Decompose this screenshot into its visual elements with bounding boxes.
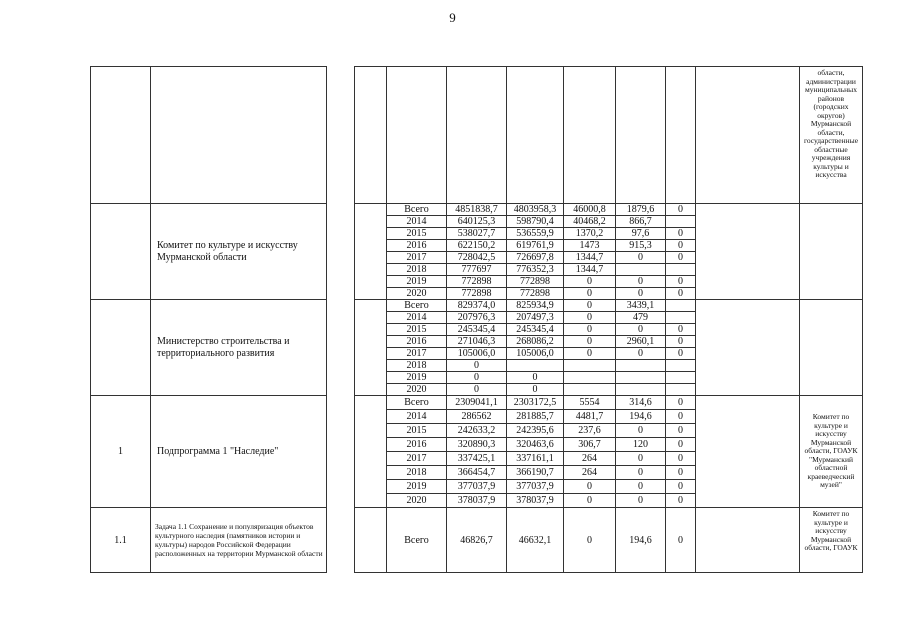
- cell-rb: 242395,6: [507, 424, 564, 438]
- cell-fb: 0: [564, 336, 616, 348]
- block-executors: Комитет по культуре и искусству Мурманской области, ГОАУК "Мурманский областной краеведческий музей": [800, 396, 863, 508]
- budget-table: [90, 66, 863, 573]
- cell-year: 2019: [387, 276, 447, 288]
- block-executors: [800, 204, 863, 300]
- cell-mb: [616, 264, 666, 276]
- block-executors: [800, 300, 863, 396]
- cell-fb: [564, 372, 616, 384]
- cell-rb: 776352,3: [507, 264, 564, 276]
- cell-rb: 105006,0: [507, 348, 564, 360]
- cell-year: 2014: [387, 312, 447, 324]
- cell-total: 0: [447, 372, 507, 384]
- cell-gap: [327, 67, 355, 204]
- cell-fb: 306,7: [564, 438, 616, 452]
- cell-total: 640125,3: [447, 216, 507, 228]
- cell-mb: 3439,1: [616, 300, 666, 312]
- block-empty: [696, 204, 800, 300]
- cell-year: 2014: [387, 410, 447, 424]
- cell-name: [151, 67, 327, 204]
- cell-rb: 619761,9: [507, 240, 564, 252]
- cell-fb: 0: [564, 300, 616, 312]
- cell-fb: [564, 67, 616, 204]
- cell-vb: 0: [666, 396, 696, 410]
- cell-rb: [507, 360, 564, 372]
- cell-fb: 0: [564, 348, 616, 360]
- task-name: Задача 1.1 Сохранение и популяризация объектов культурного наследия (памятников истории и культуры) народов Российской Федерации расположенных на территории Мурманской области: [151, 508, 327, 573]
- cell-fb: 1473: [564, 240, 616, 252]
- cell-year: 2017: [387, 348, 447, 360]
- cell-rb: 2303172,5: [507, 396, 564, 410]
- cell-fb: 0: [564, 324, 616, 336]
- cell-fb: 1344,7: [564, 252, 616, 264]
- cell-total: 207976,3: [447, 312, 507, 324]
- cell-vb: 0: [666, 252, 696, 264]
- task-fb: 0: [564, 508, 616, 573]
- cell-year: 2018: [387, 466, 447, 480]
- table-row: [91, 300, 863, 312]
- cell-executors: области, администрации муниципальных районов (городских округов) Мурманской области, государственные областные учреждения культуры и искусства: [800, 67, 863, 204]
- cell-rb: [507, 67, 564, 204]
- cell-rb: 598790,4: [507, 216, 564, 228]
- cell-rb: 0: [507, 372, 564, 384]
- cell-fb: 0: [564, 480, 616, 494]
- header-continuation-row: [91, 67, 863, 204]
- task-blank: [355, 508, 387, 573]
- page-number: 9: [449, 10, 456, 25]
- block-name: Комитет по культуре и искусству Мурманской области: [151, 204, 327, 300]
- block-gap: [327, 396, 355, 508]
- cell-year: 2016: [387, 438, 447, 452]
- cell-total: 245345,4: [447, 324, 507, 336]
- cell-mb: 0: [616, 276, 666, 288]
- cell-rb: 337161,1: [507, 452, 564, 466]
- cell-total: 2309041,1: [447, 396, 507, 410]
- cell-mb: 97,6: [616, 228, 666, 240]
- cell-mb: 0: [616, 452, 666, 466]
- cell-total: 271046,3: [447, 336, 507, 348]
- table-row: [91, 204, 863, 216]
- cell-vb: 0: [666, 288, 696, 300]
- cell-mb: 194,6: [616, 410, 666, 424]
- cell-vb: 0: [666, 410, 696, 424]
- cell-rb: 772898: [507, 288, 564, 300]
- cell-year: 2020: [387, 384, 447, 396]
- cell-year: Всего: [387, 396, 447, 410]
- block-blank: [355, 300, 387, 396]
- cell-mb: 0: [616, 466, 666, 480]
- cell-total: 622150,2: [447, 240, 507, 252]
- cell-total: 0: [447, 384, 507, 396]
- cell-mb: 120: [616, 438, 666, 452]
- block-index: 1: [91, 396, 151, 508]
- cell-mb: 0: [616, 494, 666, 508]
- cell-fb: 0: [564, 288, 616, 300]
- cell-rb: 281885,7: [507, 410, 564, 424]
- block-blank: [355, 396, 387, 508]
- cell-total: 366454,7: [447, 466, 507, 480]
- cell-vb: 0: [666, 276, 696, 288]
- task-total: 46826,7: [447, 508, 507, 573]
- cell-fb: 1344,7: [564, 264, 616, 276]
- cell-vb: 0: [666, 494, 696, 508]
- cell-total: 105006,0: [447, 348, 507, 360]
- cell-total: 728042,5: [447, 252, 507, 264]
- cell-fb: 40468,2: [564, 216, 616, 228]
- cell-total: 538027,7: [447, 228, 507, 240]
- cell-vb: 0: [666, 348, 696, 360]
- cell-rb: 377037,9: [507, 480, 564, 494]
- cell-mb: 915,3: [616, 240, 666, 252]
- task-vb: 0: [666, 508, 696, 573]
- cell-vb: 0: [666, 204, 696, 216]
- cell-vb: 0: [666, 466, 696, 480]
- cell-fb: 0: [564, 494, 616, 508]
- cell-year: 2015: [387, 424, 447, 438]
- cell-mb: [616, 67, 666, 204]
- cell-mb: [616, 372, 666, 384]
- cell-year: 2015: [387, 324, 447, 336]
- cell-rb: 726697,8: [507, 252, 564, 264]
- cell-year: 2016: [387, 336, 447, 348]
- cell-fb: 1370,2: [564, 228, 616, 240]
- cell-year: 2016: [387, 240, 447, 252]
- cell-rb: 268086,2: [507, 336, 564, 348]
- cell-rb: 207497,3: [507, 312, 564, 324]
- table-row: [91, 396, 863, 410]
- cell-mb: 0: [616, 252, 666, 264]
- block-gap: [327, 300, 355, 396]
- cell-fb: 4481,7: [564, 410, 616, 424]
- cell-year: 2020: [387, 288, 447, 300]
- cell-vb: 0: [666, 336, 696, 348]
- cell-rb: 245345,4: [507, 324, 564, 336]
- cell-mb: 0: [616, 324, 666, 336]
- cell-vb: [666, 360, 696, 372]
- cell-year: 2014: [387, 216, 447, 228]
- cell-year: 2019: [387, 480, 447, 494]
- cell-vb: 0: [666, 480, 696, 494]
- cell-fb: 264: [564, 452, 616, 466]
- cell-rb: 536559,9: [507, 228, 564, 240]
- cell-rb: 0: [507, 384, 564, 396]
- cell-total: 829374,0: [447, 300, 507, 312]
- cell-vb: [666, 372, 696, 384]
- cell-rb: 366190,7: [507, 466, 564, 480]
- cell-year: 2020: [387, 494, 447, 508]
- cell-year: 2017: [387, 452, 447, 466]
- cell-mb: 479: [616, 312, 666, 324]
- cell-empty: [696, 67, 800, 204]
- cell-year: 2019: [387, 372, 447, 384]
- cell-mb: 0: [616, 348, 666, 360]
- task-rb: 46632,1: [507, 508, 564, 573]
- cell-total: 377037,9: [447, 480, 507, 494]
- cell-fb: 0: [564, 312, 616, 324]
- block-gap: [327, 204, 355, 300]
- cell-mb: 0: [616, 480, 666, 494]
- cell-total: 4851838,7: [447, 204, 507, 216]
- cell-fb: 46000,8: [564, 204, 616, 216]
- cell-vb: [666, 264, 696, 276]
- block-name: Подпрограмма 1 "Наследие": [151, 396, 327, 508]
- cell-total: 286562: [447, 410, 507, 424]
- cell-fb: [564, 384, 616, 396]
- cell-year: 2017: [387, 252, 447, 264]
- cell-rb: 772898: [507, 276, 564, 288]
- cell-vb: 0: [666, 240, 696, 252]
- cell-mb: 0: [616, 288, 666, 300]
- cell-vb: [666, 67, 696, 204]
- cell-vb: 0: [666, 228, 696, 240]
- cell-total: 242633,2: [447, 424, 507, 438]
- cell-rb: 4803958,3: [507, 204, 564, 216]
- task-row: [91, 508, 863, 573]
- cell-mb: 0: [616, 424, 666, 438]
- cell-total: 337425,1: [447, 452, 507, 466]
- cell-fb: 0: [564, 276, 616, 288]
- cell-vb: [666, 312, 696, 324]
- cell-fb: 264: [564, 466, 616, 480]
- cell-rb: 320463,6: [507, 438, 564, 452]
- cell-total: 0: [447, 360, 507, 372]
- cell-fb: 5554: [564, 396, 616, 410]
- cell-vb: [666, 384, 696, 396]
- cell-total: 777697: [447, 264, 507, 276]
- block-empty: [696, 396, 800, 508]
- cell-vb: [666, 300, 696, 312]
- cell-year: 2018: [387, 360, 447, 372]
- cell-total: [447, 67, 507, 204]
- cell-year: Всего: [387, 204, 447, 216]
- cell-mb: 1879,6: [616, 204, 666, 216]
- block-index: [91, 204, 151, 300]
- cell-mb: 866,7: [616, 216, 666, 228]
- task-year: Всего: [387, 508, 447, 573]
- cell-vb: [666, 216, 696, 228]
- block-name: Министерство строительства и территориального развития: [151, 300, 327, 396]
- cell-rb: 378037,9: [507, 494, 564, 508]
- cell-mb: [616, 360, 666, 372]
- cell-blank: [355, 67, 387, 204]
- cell-total: 378037,9: [447, 494, 507, 508]
- block-empty: [696, 300, 800, 396]
- task-empty: [696, 508, 800, 573]
- cell-year: 2018: [387, 264, 447, 276]
- cell-total: 772898: [447, 276, 507, 288]
- cell-total: 772898: [447, 288, 507, 300]
- cell-fb: [564, 360, 616, 372]
- task-mb: 194,6: [616, 508, 666, 573]
- cell-fb: 237,6: [564, 424, 616, 438]
- cell-total: 320890,3: [447, 438, 507, 452]
- cell-mb: [616, 384, 666, 396]
- task-gap: [327, 508, 355, 573]
- cell-vb: 0: [666, 424, 696, 438]
- block-index: [91, 300, 151, 396]
- cell-rb: 825934,9: [507, 300, 564, 312]
- cell-year: [387, 67, 447, 204]
- task-executors: Комитет по культуре и искусству Мурманской области, ГОАУК: [800, 508, 863, 573]
- cell-vb: 0: [666, 438, 696, 452]
- cell-index: [91, 67, 151, 204]
- task-index: 1.1: [91, 508, 151, 573]
- block-blank: [355, 204, 387, 300]
- cell-vb: 0: [666, 452, 696, 466]
- cell-vb: 0: [666, 324, 696, 336]
- cell-mb: 314,6: [616, 396, 666, 410]
- cell-year: Всего: [387, 300, 447, 312]
- cell-year: 2015: [387, 228, 447, 240]
- cell-mb: 2960,1: [616, 336, 666, 348]
